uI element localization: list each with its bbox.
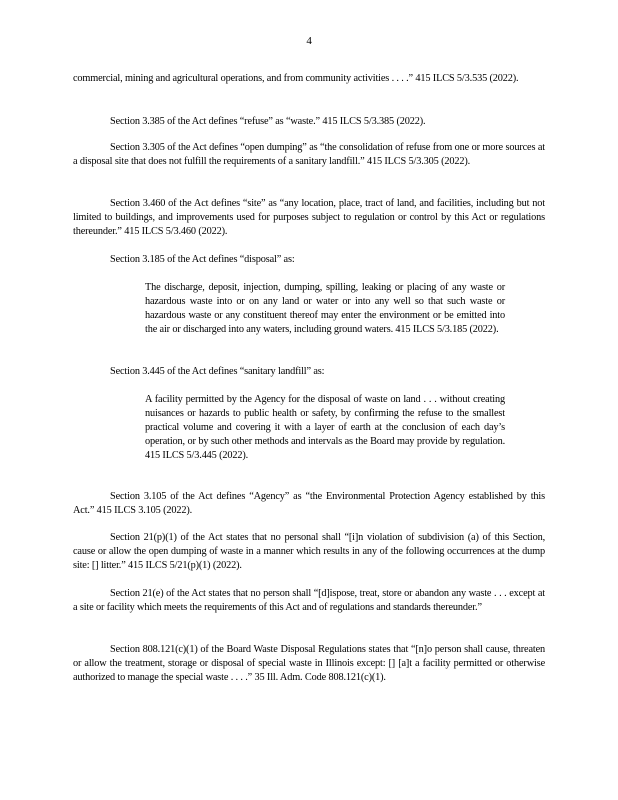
block-quote-disposal: The discharge, deposit, injection, dumping, spilling, leaking or placing of any waste or hazardous waste into or on any land or water or into any well so that such waste or hazardous waste or any constituent thereof may enter the environment or be emitted into the air or discharged into any waters, including ground waters. 415 ILCS 5/3.185 (2022).	[145, 282, 505, 335]
paragraph-agency: Section 3.105 of the Act defines “Agency” as “the Environmental Protection Agency established by this Act.” 415 ILCS 3.105 (2022).	[73, 491, 545, 516]
paragraph-section-21e: Section 21(e) of the Act states that no person shall “[d]ispose, treat, store or abandon any waste . . . except at a site or facility which meets the requirements of this Act and of regulations and standards thereunder.”	[73, 588, 545, 613]
paragraph-sanitary-landfill-intro: Section 3.445 of the Act defines “sanitary landfill” as:	[110, 366, 325, 377]
paragraph-disposal-intro: Section 3.185 of the Act defines “disposal” as:	[110, 254, 295, 265]
paragraph-section-21p1: Section 21(p)(1) of the Act states that no personal shall “[i]n violation of subdivision (a) of this Section, cause or allow the open dumping of waste in a manner which results in any of the following occurrences at the dump site: [] litter.” 415 ILCS 5/21(p)(1) (2022).	[73, 532, 545, 571]
paragraph-refuse: Section 3.385 of the Act defines “refuse” as “waste.” 415 ILCS 5/3.385 (2022).	[110, 116, 426, 127]
paragraph-site: Section 3.460 of the Act defines “site” as “any location, place, tract of land, and facilities, including but not limited to buildings, and improvements used for purposes subject to regulation or control by this Act or regulations thereunder.” 415 ILCS 5/3.460 (2022).	[73, 198, 545, 237]
paragraph-continuation: commercial, mining and agricultural operations, and from community activities . . . .” 415 ILCS 5/3.535 (2022).	[73, 73, 519, 84]
paragraph-section-808-121: Section 808.121(c)(1) of the Board Waste Disposal Regulations states that “[n]o person shall cause, threaten or allow the treatment, storage or disposal of special waste in Illinois except: [] [a]t a facility permitted or otherwise authorized to manage the special waste . . . .” 35 Ill. Adm. Code 808.121(c)(1).	[73, 644, 545, 683]
block-quote-sanitary-landfill: A facility permitted by the Agency for the disposal of waste on land . . . without creating nuisances or hazards to public health or safety, by confirming the refuse to the smallest practical volume and covering it with a layer of earth at the conclusion of each day’s operation, or by such other methods and intervals as the Board may provide by regulation. 415 ILCS 5/3.445 (2022).	[145, 394, 505, 461]
paragraph-open-dumping: Section 3.305 of the Act defines “open dumping” as “the consolidation of refuse from one or more sources at a disposal site that does not fulfill the requirements of a sanitary landfill.” 415 ILCS 5/3.305 (2022).	[73, 142, 545, 167]
page-number: 4	[306, 35, 312, 47]
